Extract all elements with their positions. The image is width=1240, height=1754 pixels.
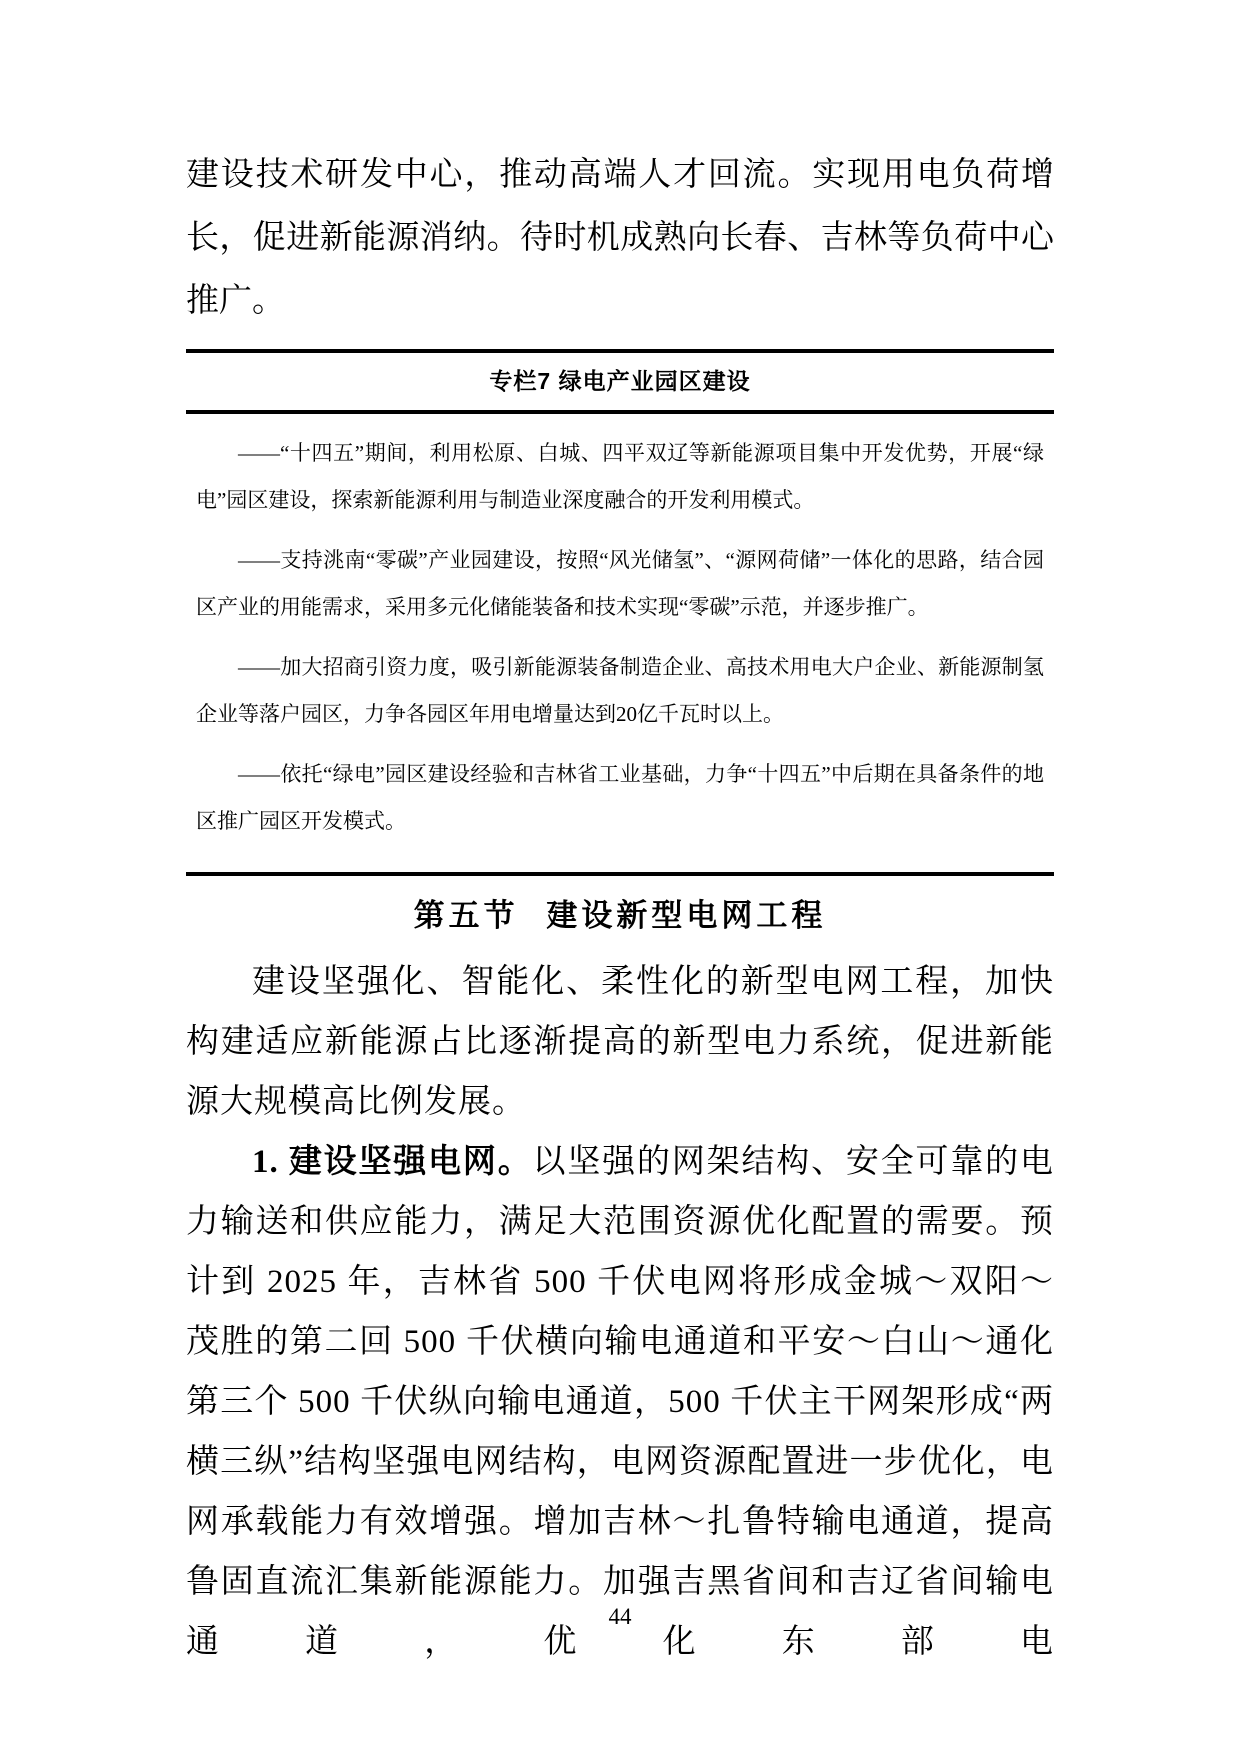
- intro-paragraph: 建设技术研发中心，推动高端人才回流。实现用电负荷增长，促进新能源消纳。待时机成熟向长春、吉林等负荷中心推广。: [186, 157, 1054, 319]
- section-heading: 第五节 建设新型电网工程: [413, 898, 827, 933]
- callout-paragraph: ——支持洮南“零碳”产业园建设，按照“风光储氢”、“源网荷储”一体化的思路，结合园区产业的用能需求，采用多元化储能装备和技术实现“零碳”示范，并逐步推广。: [196, 548, 1044, 619]
- callout-paragraph: ——“十四五”期间，利用松原、白城、四平双辽等新能源项目集中开发优势，开展“绿电”园区建设，探索新能源利用与制造业深度融合的开发利用模式。: [196, 441, 1044, 512]
- section-paragraph-1: 建设坚强化、智能化、柔性化的新型电网工程，加快构建适应新能源占比逐渐提高的新型电力系统，促进新能源大规模高比例发展。: [186, 964, 1054, 1120]
- callout-paragraph: ——依托“绿电”园区建设经验和吉林省工业基础，力争“十四五”中后期在具备条件的地区推广园区开发模式。: [196, 762, 1044, 833]
- page-number: 44: [608, 1604, 632, 1629]
- paragraph-2-lead: 1. 建设坚强电网。: [252, 1144, 533, 1180]
- page-content: [186, 0, 1054, 1672]
- paragraph-2-body: 以坚强的网架结构、安全可靠的电力输送和供应能力，满足大范围资源优化配置的需要。预计到 2025 年，吉林省 500 千伏电网将形成金城～双阳～茂胜的第二回 500 千伏横向输电通道和平安～白山～通化第三个 500 千伏纵向输电通道，500 千伏主干网架形成“两横三纵”结构坚强电网结构，电网资源配置进一步优化，电网承载能力有效增强。增加吉林～扎鲁特输电通道，提高鲁固直流汇集新能源能力。加强吉黑省间和吉辽省间输电通道，优化东部电: [186, 1144, 1055, 1660]
- callout-box-title: 专栏7 绿电产业园区建设: [186, 349, 1054, 414]
- callout-box-body: [186, 414, 1054, 872]
- callout-box: [186, 349, 1054, 876]
- section-paragraph-2: [186, 1132, 1054, 1672]
- callout-paragraph: ——加大招商引资力度，吸引新能源装备制造企业、高技术用电大户企业、新能源制氢企业等落户园区，力争各园区年用电增量达到20亿千瓦时以上。: [196, 655, 1044, 726]
